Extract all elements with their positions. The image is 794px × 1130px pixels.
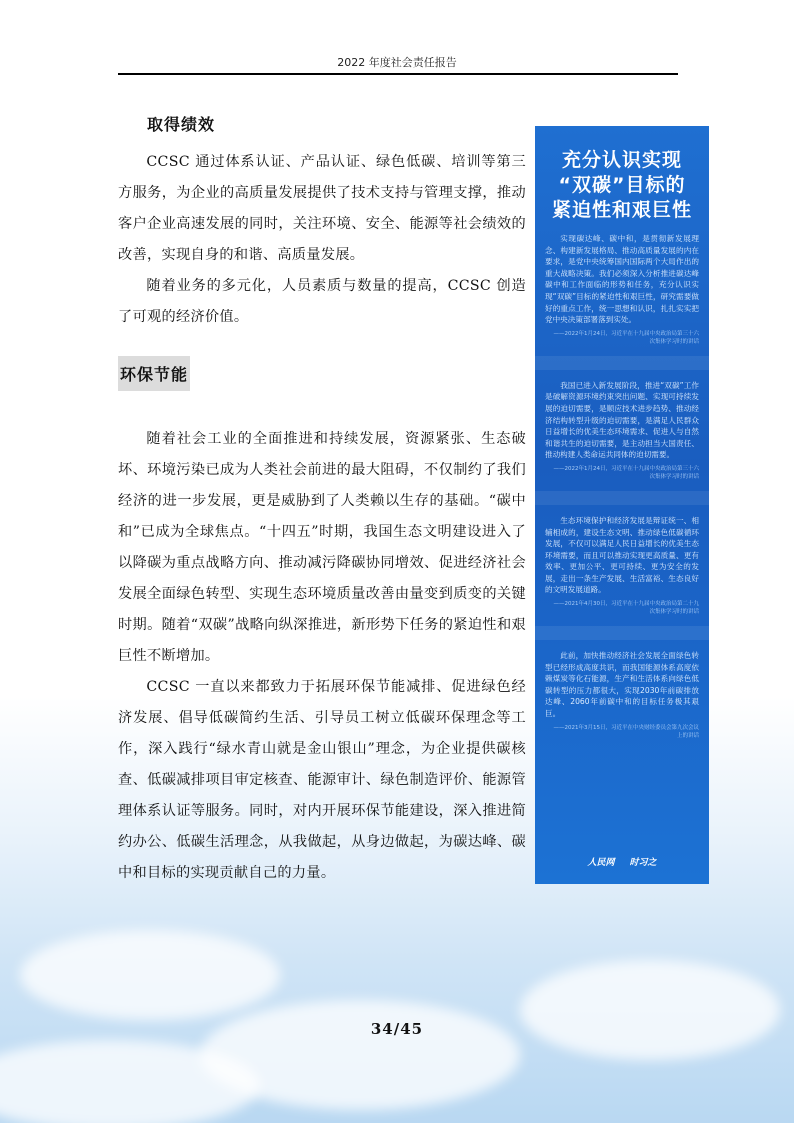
page-number: 34/45 <box>370 1020 424 1038</box>
banner-divider <box>535 626 709 640</box>
paragraph-text: CCSC 通过体系认证、产品认证、绿色低碳、培训等第三方服务，为企业的高质量发展提供了技术支持与管理支撑，推动客户企业高速发展的同时，关注环境、安全、能源等社会绩效的改善，实现自身的和谐、高质量发展。 <box>118 154 526 263</box>
header-divider <box>118 73 678 75</box>
section-heading-achievements: 取得绩效 <box>147 115 216 134</box>
paragraph <box>118 271 526 333</box>
banner-quote-source: ——2022年1月24日，习近平在十九届中央政治局第三十六次集体学习时的讲话 <box>553 465 699 480</box>
banner-divider <box>535 491 709 505</box>
banner-divider <box>535 356 709 370</box>
paragraph-text: CCSC 一直以来都致力于拓展环保节能减排、促进绿色经济发展、倡导低碳简约生活、引导员工树立低碳环保理念等工作，深入践行“绿水青山就是金山银山”理念，为企业提供碳核查、低碳减排项目审定核查、能源审计、绿色制造评价、能源管理体系认证等服务。同时，对内开展环保节能建设，深入推进简约办公、低碳生活理念，从我做起，从身边做起，为碳达峰、碳中和目标的实现贡献自己的力量。 <box>118 679 526 881</box>
cloud-decoration <box>520 960 780 1060</box>
banner-title-line: “双碳”目标的 <box>558 174 686 196</box>
cloud-decoration <box>20 930 280 1020</box>
banner-quote-source: ——2021年3月15日，习近平在中央财经委员会第九次会议上的讲话 <box>553 724 699 739</box>
banner-quote: 实现碳达峰、碳中和，是贯彻新发展理念、构建新发展格局、推动高质量发展的内在要求，是党中央统筹国内国际两个大局作出的重大战略决策。我们必须深入分析推进碳达峰碳中和工作面临的形势和任务，充分认识实现“双碳”目标的紧迫性和艰巨性，研究需要做好的重点工作，统一思想和认识，扎扎实实把党中央决策部署落到实处。 <box>545 234 699 325</box>
banner-logos <box>535 855 709 868</box>
banner-quote: 此前，加快推动经济社会发展全面绿色转型已经形成高度共识，而我国能源体系高度依赖煤炭等化石能源，生产和生活体系向绿色低碳转型的压力都很大，实现2030年前碳排放达峰、2060年前碳中和的目标任务极其艰巨。 <box>545 651 699 719</box>
banner-quote: 生态环境保护和经济发展是辩证统一、相辅相成的，建设生态文明、推动绿色低碳循环发展，不仅可以满足人民日益增长的优美生态环境需要，而且可以推动实现更高质量、更有效率、更加公平、更可持续、更为安全的发展，走出一条生产发展、生活富裕、生态良好的文明发展道路。 <box>545 515 699 595</box>
dual-carbon-banner <box>535 126 709 884</box>
banner-quote: 我国已进入新发展阶段，推进“双碳”工作是破解资源环境约束突出问题、实现可持续发展的迫切需要，是顺应技术进步趋势、推动经济结构转型升级的迫切需要，是满足人民群众日益增长的优美生态环境需求、促进人与自然和谐共生的迫切需要，是主动担当大国责任、推动构建人类命运共同体的迫切需要。 <box>545 380 699 460</box>
report-header-title: 2022 年度社会责任报告 <box>337 56 457 69</box>
paragraph <box>118 424 526 672</box>
banner-quote-source: ——2022年1月24日，习近平在十九届中央政治局第三十六次集体学习时的讲话 <box>553 330 699 345</box>
section-heading-environment: 环保节能 <box>118 356 190 391</box>
paragraph <box>118 672 526 889</box>
banner-title <box>535 148 709 223</box>
paragraph-text: 随着社会工业的全面推进和持续发展，资源紧张、生态破坏、环境污染已成为人类社会前进的最大阻碍，不仅制约了我们经济的进一步发展，更是威胁到了人类赖以生存的基础。“碳中和”已成为全球焦点。“十四五”时期，我国生态文明建设进入了以降碳为重点战略方向、推动减污降碳协同增效、促进经济社会发展全面绿色转型、实现生态环境质量改善由量变到质变的关键时期。随着“双碳”战略向纵深推进，新形势下任务的紧迫性和艰巨性不断增加。 <box>118 431 526 664</box>
people-daily-logo: 人民网 <box>587 858 615 868</box>
banner-quote-source: ——2021年4月30日，习近平在十九届中央政治局第二十九次集体学习时的讲话 <box>553 601 699 616</box>
paragraph <box>118 147 526 271</box>
paragraph-text: 随着业务的多元化，人员素质与数量的提高，CCSC 创造了可观的经济价值。 <box>118 278 526 325</box>
banner-title-line: 紧迫性和艰巨性 <box>551 199 692 221</box>
shixizhi-logo: 时习之 <box>629 858 657 868</box>
banner-title-line: 充分认识实现 <box>561 149 682 171</box>
